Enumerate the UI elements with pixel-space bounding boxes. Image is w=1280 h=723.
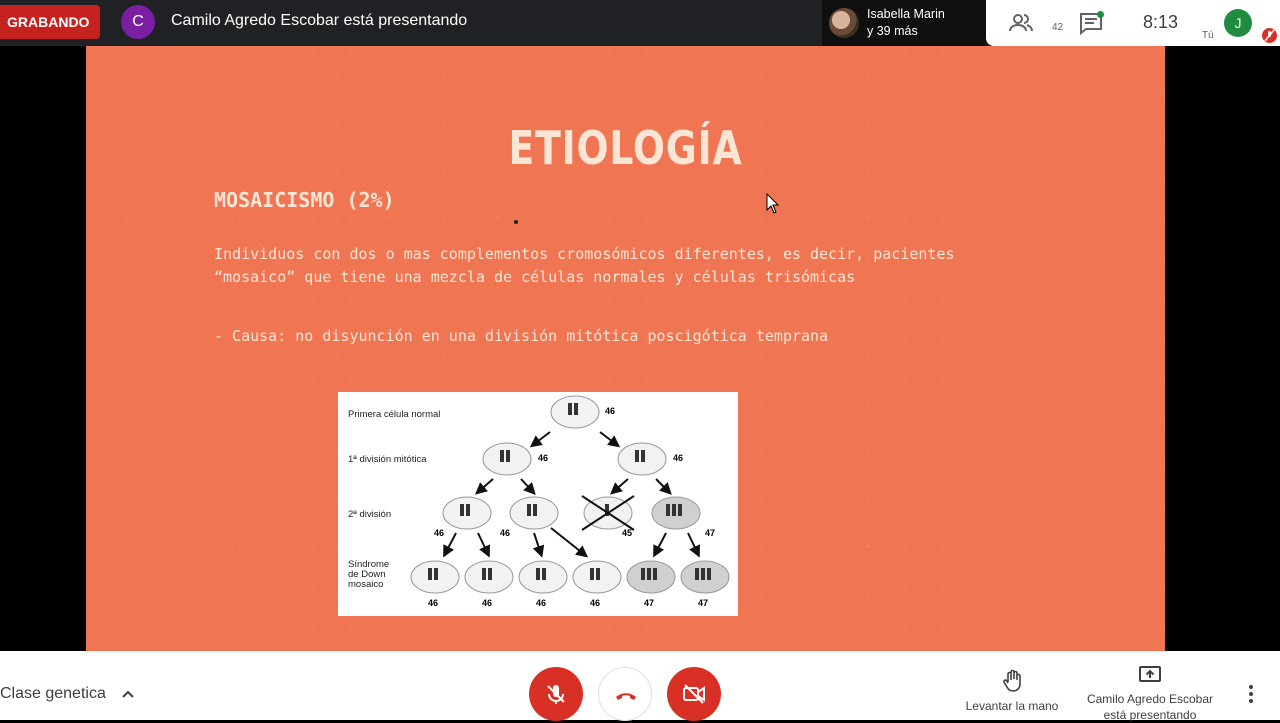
slide-subtitle: MOSAICISMO (2%) xyxy=(214,188,395,212)
people-button[interactable] xyxy=(1008,10,1064,36)
count-div2-4: 47 xyxy=(705,528,716,538)
participant-tile[interactable] xyxy=(822,0,986,46)
cell-final-1 xyxy=(411,561,459,593)
row-label-down-3: mosaico xyxy=(348,579,384,590)
count-final-2: 46 xyxy=(482,598,493,608)
cell-final-4 xyxy=(573,561,621,593)
cell-final-5-trisomic xyxy=(627,561,675,593)
slide-cause-text: - Causa: no disyunción en una división mitótica poscigótica temprana xyxy=(214,327,829,345)
meeting-tools-panel xyxy=(986,0,1280,46)
self-mic-muted-icon xyxy=(1262,28,1277,43)
row-label-down-1: Síndrome xyxy=(348,559,390,570)
cell-div2-1 xyxy=(443,497,491,529)
cell-div1-left xyxy=(483,443,531,475)
cell-div2-3-nonviable xyxy=(582,496,634,530)
count-final-6: 47 xyxy=(698,598,709,608)
cell-final-3 xyxy=(519,561,567,593)
count-final-5: 47 xyxy=(644,598,655,608)
bottom-control-bar xyxy=(0,651,1280,720)
count-div2-3: 45 xyxy=(622,528,633,538)
mic-toggle-button[interactable] xyxy=(529,667,583,721)
presenting-label xyxy=(1076,691,1224,723)
mouse-pointer-icon xyxy=(766,193,780,215)
camera-toggle-button[interactable] xyxy=(667,667,721,721)
presenting-label-line1: Camilo Agredo Escobar xyxy=(1086,692,1214,706)
count-final-1: 46 xyxy=(428,598,439,608)
raise-hand-button[interactable] xyxy=(960,665,1064,717)
hang-up-icon xyxy=(613,682,639,708)
people-count: 42 xyxy=(1052,22,1064,33)
participant-avatar xyxy=(829,8,859,38)
presentation-slide xyxy=(86,46,1165,651)
leave-call-button[interactable] xyxy=(598,667,652,721)
cell-div2-2 xyxy=(510,497,558,529)
laser-pointer-dot xyxy=(514,220,518,224)
raise-hand-label: Levantar la mano xyxy=(965,699,1059,713)
chevron-up-icon[interactable] xyxy=(121,687,135,701)
presenting-label-line2: está presentando xyxy=(1103,708,1197,722)
participant-more-count: y 39 más xyxy=(867,24,918,38)
slide-body-text: Individuos con dos o mas complementos cromosómicos diferentes, es decir, pacientes “mosaico” que tiene una mezcla de células normales y células trisómicas xyxy=(214,245,955,286)
chat-notification-dot xyxy=(1097,11,1104,18)
row-label-first-cell: Primera célula normal xyxy=(348,409,441,420)
mosaicism-diagram xyxy=(338,392,738,616)
cell-div2-4-trisomic xyxy=(652,497,700,529)
mic-off-icon xyxy=(543,681,569,707)
people-icon xyxy=(1008,10,1034,36)
row-label-down-2: de Down xyxy=(348,569,386,580)
row-label-first-division: 1ª división mitótica xyxy=(348,454,427,465)
more-options-icon[interactable] xyxy=(1243,684,1259,704)
present-screen-icon xyxy=(1138,665,1162,685)
cell-final-2 xyxy=(465,561,513,593)
camera-off-icon xyxy=(681,681,707,707)
cell-final-6-trisomic xyxy=(681,561,729,593)
count-root: 46 xyxy=(605,406,616,416)
presenting-status-button[interactable] xyxy=(1076,663,1224,720)
slide-title: ETIOLOGÍA xyxy=(508,121,743,175)
cell-div1-right xyxy=(618,443,666,475)
presenter-avatar: C xyxy=(121,5,155,39)
recording-badge: GRABANDO xyxy=(0,5,100,39)
count-div1-left: 46 xyxy=(538,453,549,463)
self-label: Tú xyxy=(1202,30,1214,41)
count-final-4: 46 xyxy=(590,598,601,608)
participant-name: Isabella Marin xyxy=(867,7,945,21)
meeting-name[interactable]: Clase genetica xyxy=(0,685,106,702)
row-label-second-division: 2ª división xyxy=(348,509,392,520)
count-div2-1: 46 xyxy=(434,528,445,538)
count-div2-2: 46 xyxy=(500,528,511,538)
clock: 8:13 xyxy=(1143,12,1179,32)
count-div1-right: 46 xyxy=(673,453,684,463)
presenter-status: Camilo Agredo Escobar está presentando xyxy=(171,12,468,29)
count-final-3: 46 xyxy=(536,598,547,608)
cell-root xyxy=(551,396,599,428)
hand-icon xyxy=(1002,669,1024,693)
self-avatar[interactable]: J xyxy=(1224,9,1252,37)
top-bar xyxy=(0,0,1280,46)
